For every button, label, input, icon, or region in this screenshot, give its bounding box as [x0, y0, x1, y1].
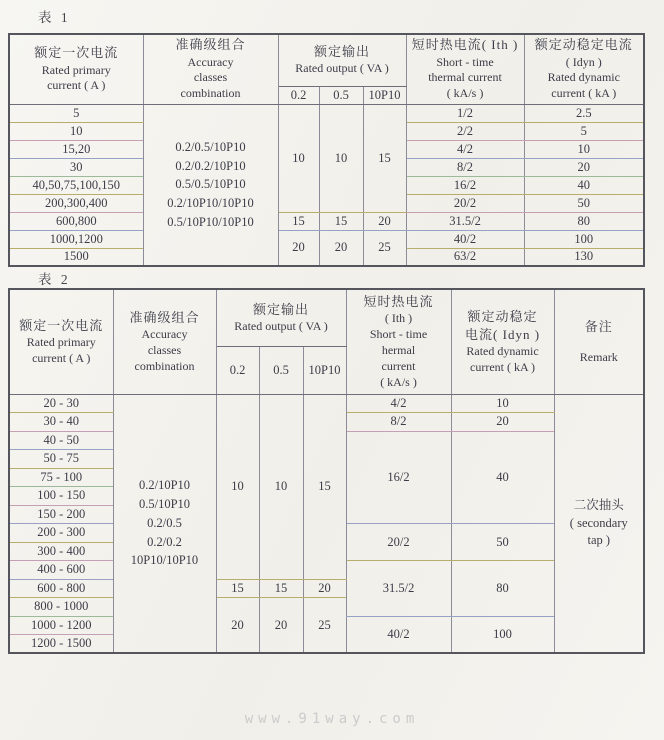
output-cell: 15	[363, 104, 406, 212]
t1-subheader-class-10p10: 10P10	[363, 86, 406, 104]
header-line-zh: 额定动稳定	[467, 308, 538, 324]
accuracy-line: 0.2/0.5/10P10	[175, 139, 246, 154]
primary-current-cell: 100 - 150	[9, 487, 113, 506]
header-line-zh: 额定动稳定电流	[534, 37, 633, 53]
t2-subheader-class-10p10: 10P10	[303, 346, 346, 394]
output-cell: 10	[216, 394, 259, 579]
table2	[8, 288, 645, 654]
output-cell: 10	[278, 104, 319, 212]
header-line-en: Short - time	[369, 327, 428, 342]
header-line-en: current ( A )	[32, 350, 91, 365]
t2-subheader-class-02: 0.2	[216, 346, 259, 394]
primary-current-cell: 1500	[9, 248, 143, 266]
header-line-zh: 额定一次电流	[34, 45, 119, 61]
accuracy-line: 0.2/0.5	[147, 515, 182, 530]
primary-current-cell: 15,20	[9, 140, 143, 158]
primary-current-cell: 800 - 1000	[9, 598, 113, 617]
dynamic-current-cell: 40	[451, 431, 554, 524]
header-line-en: current	[381, 358, 416, 373]
t1-header-accuracy-classes	[143, 34, 278, 104]
t2-header-rated-output	[216, 289, 346, 346]
dynamic-current-cell: 50	[524, 194, 644, 212]
header-line-en: classes	[193, 70, 228, 85]
primary-current-cell: 1000 - 1200	[9, 616, 113, 635]
thermal-current-cell: 40/2	[346, 616, 451, 653]
header-line-en: hermal	[381, 342, 416, 357]
header-line-en: Rated output ( VA )	[295, 61, 389, 76]
output-cell: 10	[259, 394, 303, 579]
dynamic-current-cell: 10	[451, 394, 554, 413]
t2-header-remark	[554, 289, 644, 394]
primary-current-cell: 400 - 600	[9, 561, 113, 580]
thermal-current-cell: 31.5/2	[406, 212, 524, 230]
dynamic-current-cell: 130	[524, 248, 644, 266]
output-cell: 15	[319, 212, 363, 230]
dynamic-current-cell: 50	[451, 524, 554, 561]
primary-current-cell: 20 - 30	[9, 394, 113, 413]
dynamic-current-cell: 5	[524, 122, 644, 140]
accuracy-line: 0.2/0.2/10P10	[175, 158, 246, 173]
thermal-current-cell: 63/2	[406, 248, 524, 266]
accuracy-line: 0.2/10P10/10P10	[167, 196, 254, 211]
table2-label: 表 2	[38, 272, 71, 287]
thermal-current-cell: 8/2	[406, 158, 524, 176]
header-line-en: Short - time	[436, 54, 494, 69]
accuracy-line: 10P10/10P10	[130, 553, 199, 568]
header-line-zh: 电流( Idyn )	[465, 326, 541, 342]
output-cell: 20	[216, 598, 259, 654]
primary-current-cell: 50 - 75	[9, 450, 113, 469]
header-line-en: Rated dynamic	[547, 70, 620, 85]
header-line-zh: 备注	[584, 318, 613, 334]
t1-header-short-time-thermal	[406, 34, 524, 104]
remark-line: tap )	[587, 533, 611, 547]
header-line-en: Rated dynamic	[466, 344, 539, 359]
header-line-en: ( Ith )	[384, 311, 413, 326]
dynamic-current-cell: 80	[524, 212, 644, 230]
thermal-current-cell: 31.5/2	[346, 561, 451, 617]
accuracy-line: 0.5/10P10	[138, 497, 191, 512]
header-line-en: thermal current	[428, 70, 502, 85]
header-line-zh: 短时热电流( Ith )	[411, 37, 519, 53]
header-line-en: classes	[147, 342, 182, 357]
primary-current-cell: 600,800	[9, 212, 143, 230]
primary-current-cell: 40 - 50	[9, 431, 113, 450]
output-cell: 25	[303, 598, 346, 654]
dynamic-current-cell: 10	[524, 140, 644, 158]
accuracy-line: 0.2/0.2	[147, 534, 182, 549]
header-line-en: combination	[134, 358, 195, 373]
primary-current-cell: 1200 - 1500	[9, 635, 113, 654]
primary-current-cell: 200,300,400	[9, 194, 143, 212]
primary-current-cell: 300 - 400	[9, 542, 113, 561]
accuracy-combo-cell	[113, 394, 216, 653]
primary-current-cell: 40,50,75,100,150	[9, 176, 143, 194]
primary-current-cell: 10	[9, 122, 143, 140]
table1	[8, 33, 645, 267]
thermal-current-cell: 40/2	[406, 230, 524, 248]
primary-current-cell: 30 - 40	[9, 413, 113, 432]
dynamic-current-cell: 100	[524, 230, 644, 248]
output-cell: 20	[259, 598, 303, 654]
header-line-en: Accuracy	[141, 327, 188, 342]
dynamic-current-cell: 100	[451, 616, 554, 653]
accuracy-line: 0.5/10P10/10P10	[167, 214, 254, 229]
dynamic-current-cell: 2.5	[524, 104, 644, 122]
t2-header-primary-current	[9, 289, 113, 394]
t2-header-short-time-thermal	[346, 289, 451, 394]
header-line-zh: 准确级组合	[129, 309, 200, 325]
t1-header-rated-dynamic	[524, 34, 644, 104]
header-line-en: Remark	[579, 349, 618, 364]
thermal-current-cell: 16/2	[406, 176, 524, 194]
dynamic-current-cell: 20	[524, 158, 644, 176]
t1-subheader-class-05: 0.5	[319, 86, 363, 104]
remark-line: 二次抽头	[573, 498, 624, 512]
accuracy-combo-cell	[143, 104, 278, 266]
table1-label: 表 1	[38, 10, 71, 25]
t2-header-accuracy-classes	[113, 289, 216, 394]
header-line-en: ( Idyn )	[565, 54, 602, 69]
t1-subheader-class-02: 0.2	[278, 86, 319, 104]
t1-header-rated-output	[278, 34, 406, 86]
thermal-current-cell: 2/2	[406, 122, 524, 140]
accuracy-line: 0.5/0.5/10P10	[175, 177, 246, 192]
header-line-zh: 准确级组合	[175, 37, 246, 53]
output-cell: 15	[259, 579, 303, 598]
remark-cell	[554, 394, 644, 653]
output-cell: 20	[278, 230, 319, 266]
header-line-zh: 额定一次电流	[19, 317, 104, 333]
t1-header-primary-current	[9, 34, 143, 104]
accuracy-line: 0.2/10P10	[138, 478, 191, 493]
header-line-en: current ( kA )	[470, 359, 536, 374]
output-cell: 15	[278, 212, 319, 230]
output-cell: 20	[319, 230, 363, 266]
dynamic-current-cell: 20	[451, 413, 554, 432]
output-cell: 10	[319, 104, 363, 212]
t2-header-rated-dynamic	[451, 289, 554, 394]
dynamic-current-cell: 40	[524, 176, 644, 194]
thermal-current-cell: 20/2	[406, 194, 524, 212]
thermal-current-cell: 8/2	[346, 413, 451, 432]
primary-current-cell: 1000,1200	[9, 230, 143, 248]
header-line-en: Rated primary	[41, 62, 111, 77]
thermal-current-cell: 20/2	[346, 524, 451, 561]
header-line-en: current ( A )	[47, 78, 106, 93]
primary-current-cell: 30	[9, 158, 143, 176]
output-cell: 15	[303, 394, 346, 579]
header-line-zh: 额定输出	[253, 301, 310, 317]
t2-subheader-class-05: 0.5	[259, 346, 303, 394]
primary-current-cell: 150 - 200	[9, 505, 113, 524]
primary-current-cell: 75 - 100	[9, 468, 113, 487]
header-line-en: current ( kA )	[551, 86, 617, 101]
header-line-en: ( kA/s )	[380, 374, 417, 389]
watermark: www.91way.com	[244, 711, 420, 727]
header-line-zh: 短时热电流	[363, 294, 434, 310]
thermal-current-cell: 16/2	[346, 431, 451, 524]
remark-line: ( secondary	[569, 515, 628, 530]
header-line-zh: 额定输出	[314, 44, 371, 60]
dynamic-current-cell: 80	[451, 561, 554, 617]
header-line-en: Accuracy	[187, 54, 234, 69]
output-cell: 20	[363, 212, 406, 230]
primary-current-cell: 200 - 300	[9, 524, 113, 543]
output-cell: 15	[216, 579, 259, 598]
header-line-en: Rated primary	[26, 335, 96, 350]
thermal-current-cell: 4/2	[406, 140, 524, 158]
output-cell: 25	[363, 230, 406, 266]
thermal-current-cell: 4/2	[346, 394, 451, 413]
header-line-en: ( kA/s )	[446, 86, 484, 101]
primary-current-cell: 600 - 800	[9, 579, 113, 598]
output-cell: 20	[303, 579, 346, 598]
header-line-en: Rated output ( VA )	[234, 318, 328, 333]
header-line-en: combination	[180, 86, 241, 101]
primary-current-cell: 5	[9, 104, 143, 122]
thermal-current-cell: 1/2	[406, 104, 524, 122]
